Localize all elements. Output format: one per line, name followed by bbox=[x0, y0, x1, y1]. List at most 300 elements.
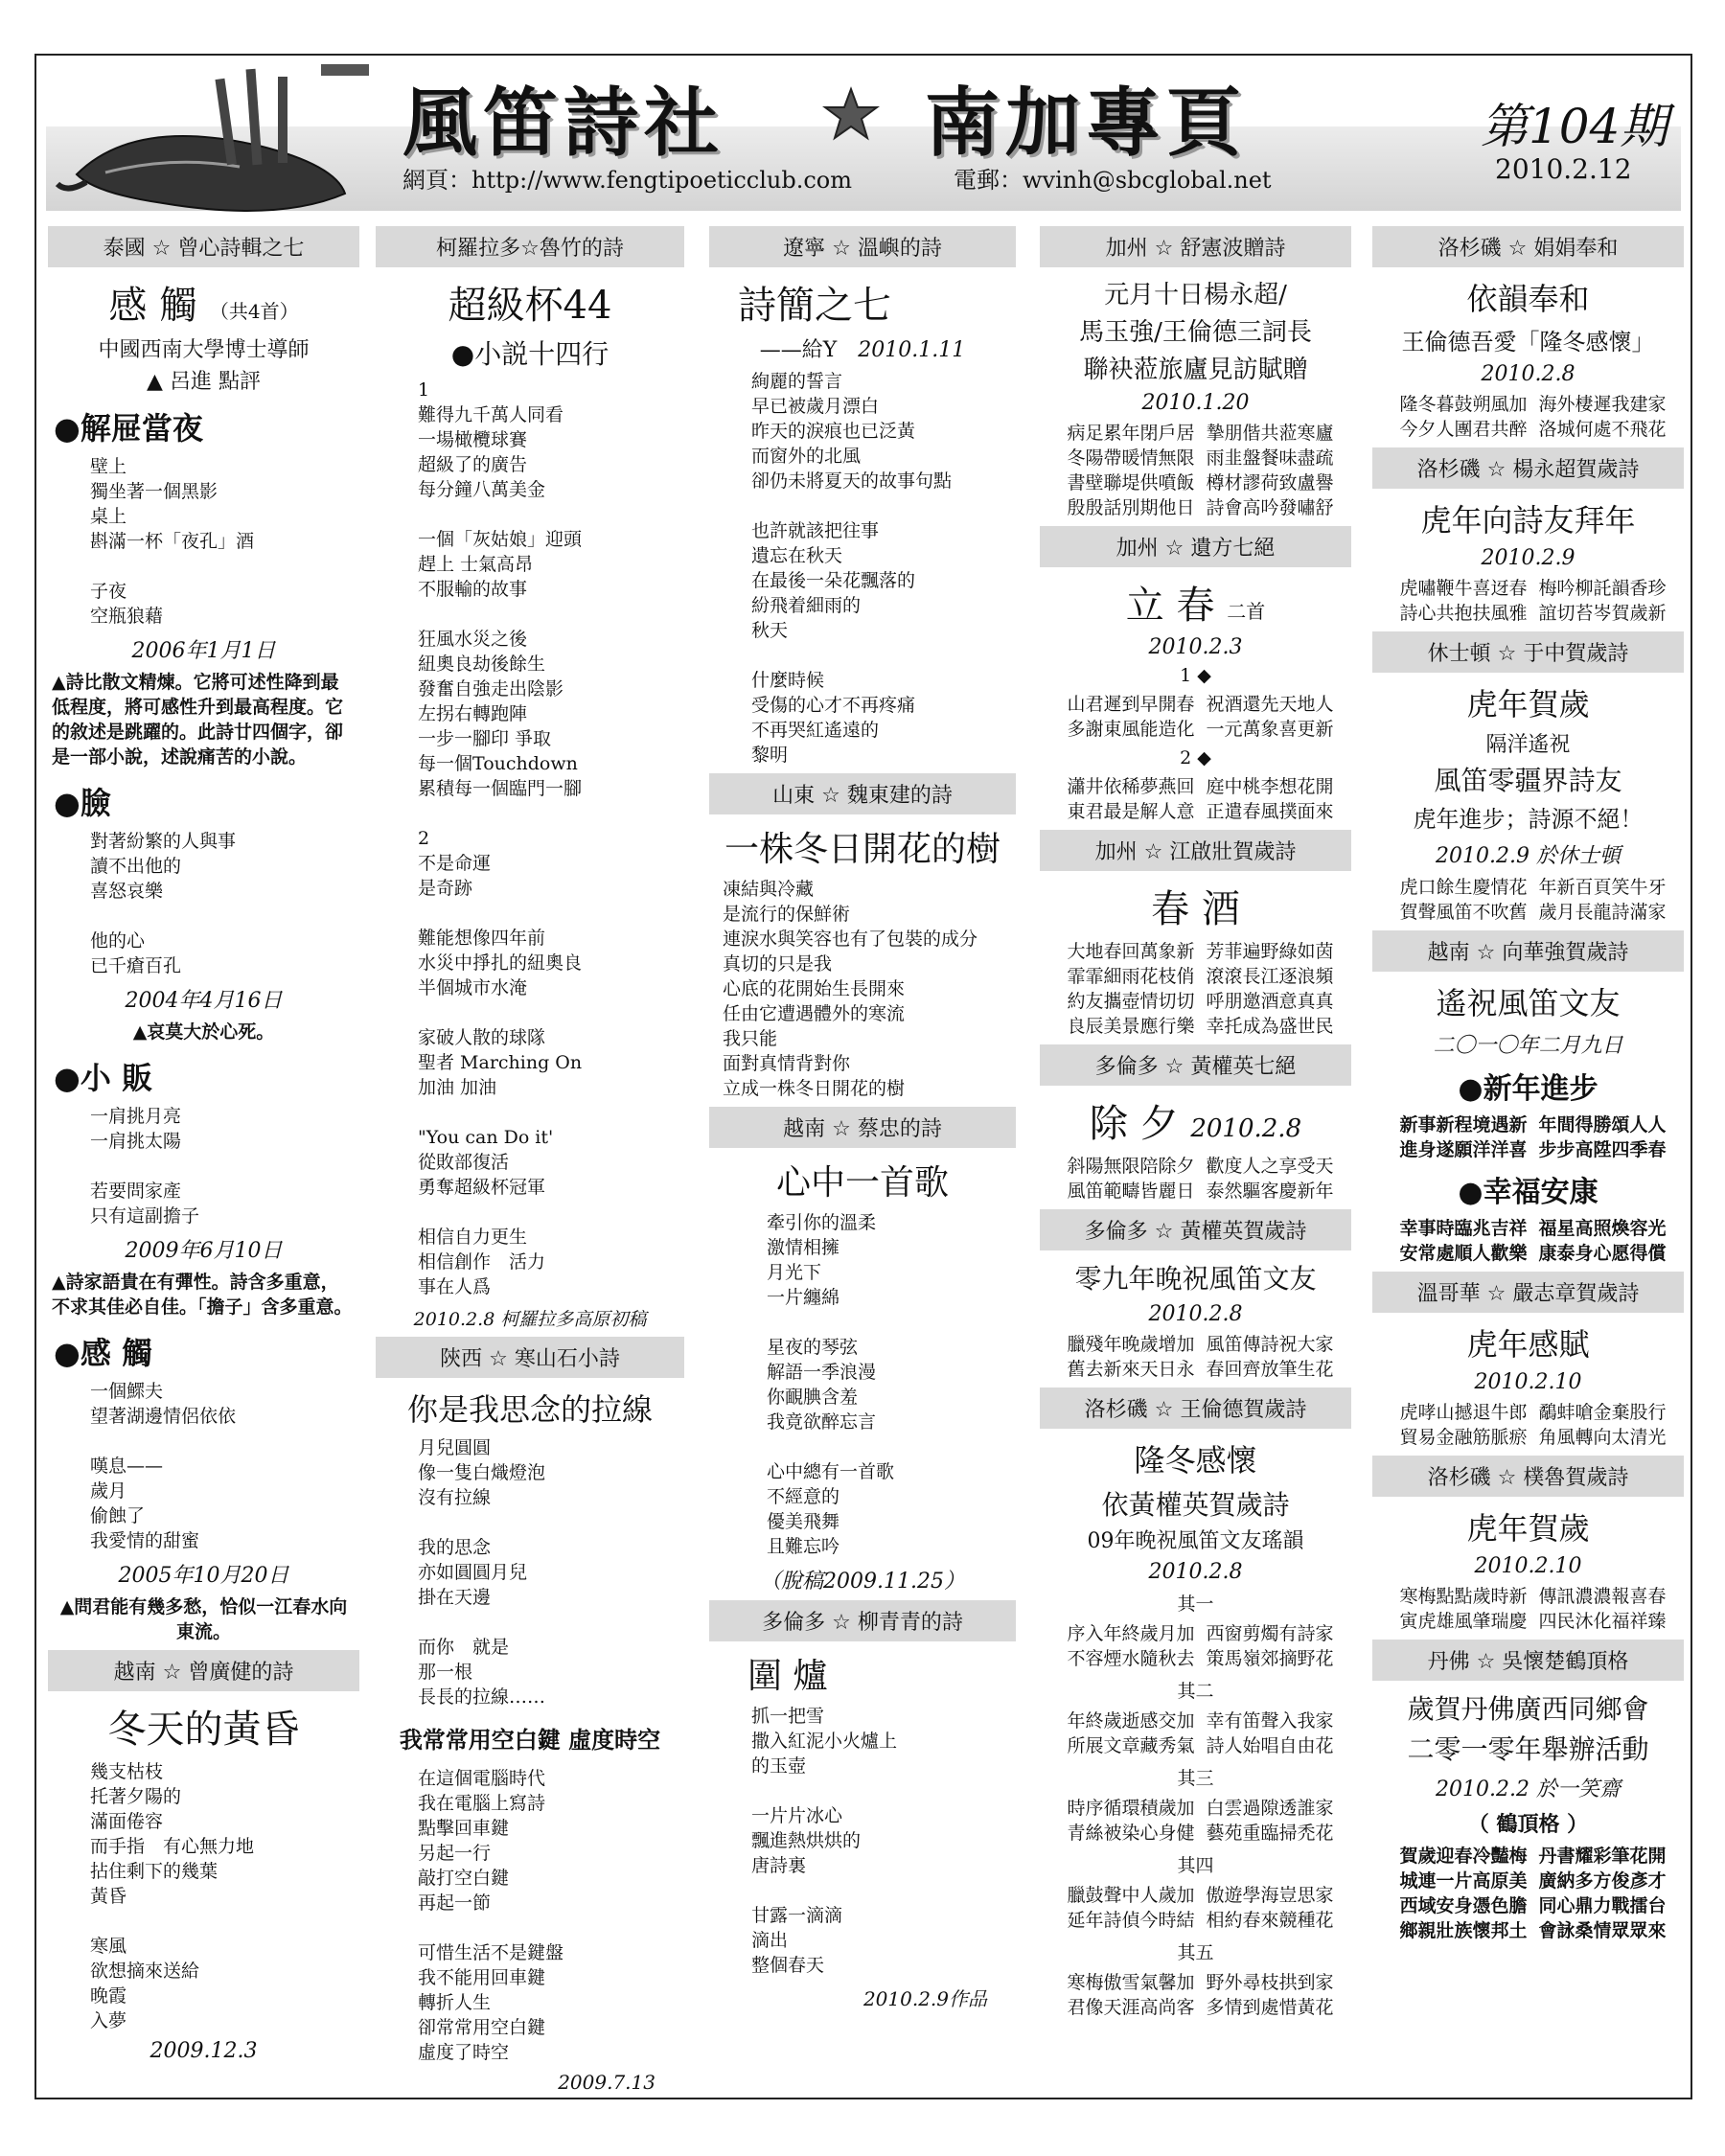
poem-line: 我不能用回車鍵 bbox=[418, 1967, 546, 1988]
poem-subtitle: 虎年進步；詩源不絕！ bbox=[1413, 806, 1644, 833]
couplet-line: 丹書耀彩筆花開 bbox=[1538, 1846, 1667, 1867]
poem-date: 2010.2.3 bbox=[1148, 635, 1243, 659]
couplet-row bbox=[1049, 495, 1351, 520]
poem-title: 依黃權英賀歲詩 bbox=[1101, 1489, 1290, 1521]
couplet-line: 安常處順人歡樂 bbox=[1399, 1243, 1528, 1264]
section-header: 加州 ☆ 遺方七絕 bbox=[1040, 526, 1351, 567]
couplet-line: 四民沐化福祥臻 bbox=[1538, 1611, 1667, 1632]
couplet-row bbox=[1049, 1908, 1351, 1933]
commentator: ▲ 呂進 點評 bbox=[147, 370, 261, 394]
poem-line: 是流行的保鮮術 bbox=[723, 904, 851, 925]
poem-line: 不是命運 bbox=[418, 853, 492, 874]
couplet-row bbox=[1382, 576, 1684, 601]
poem-date: 2006年1月1日 bbox=[131, 639, 276, 663]
poem-line bbox=[90, 904, 359, 929]
poem-line: 一個「灰姑娘」迎頭 bbox=[418, 529, 583, 550]
couplet-line: 海外棲遲我建家 bbox=[1538, 394, 1667, 415]
couplet-line: 呼朋邀酒意真真 bbox=[1206, 991, 1334, 1012]
poem-line: 寒風 bbox=[90, 1936, 127, 1957]
poem-title: 09年晚祝風笛文友瑤韻 bbox=[1087, 1529, 1304, 1553]
poem-title: 歲賀丹佛廣西同鄉會 bbox=[1407, 1693, 1649, 1725]
section-header: 溫哥華 ☆ 嚴志章賀歲詩 bbox=[1372, 1272, 1684, 1313]
poem-title: 王倫德吾愛「隆冬感懷」 bbox=[1401, 329, 1655, 356]
couplet-line: 瀟井依稀夢燕回 bbox=[1067, 776, 1195, 797]
poem-line: 壁上 bbox=[90, 456, 127, 477]
poem-line: 他的心 bbox=[90, 930, 146, 952]
poem-line: 一個鰥夫 bbox=[90, 1381, 164, 1402]
poem-date: 2010.1.20 bbox=[1141, 391, 1250, 415]
poem-title: 春 酒 bbox=[1151, 887, 1240, 931]
couplet-line: 誼切苔岑賀歲新 bbox=[1538, 603, 1667, 624]
couplet-line: 虎口餘生慶情花 bbox=[1399, 877, 1528, 898]
couplet-line: 策馬嶺郊摘野花 bbox=[1206, 1648, 1334, 1669]
poem-body bbox=[418, 1435, 684, 1709]
poem-line: 斟滿一杯「夜孔」酒 bbox=[90, 531, 255, 552]
poem-line: 卻常常用空白鍵 bbox=[418, 2017, 546, 2038]
poem-line: 牽引你的溫柔 bbox=[767, 1212, 877, 1233]
couplet-row bbox=[1049, 717, 1351, 742]
couplet-line: 賀聲風笛不吹舊 bbox=[1399, 902, 1528, 923]
poem-line bbox=[767, 1434, 1016, 1459]
section-header: 越南 ☆ 曾廣健的詩 bbox=[48, 1650, 359, 1691]
poem-line: 掛在天邊 bbox=[418, 1587, 492, 1608]
couplet-line: 角風轉向太清光 bbox=[1538, 1427, 1667, 1448]
poem-line: 只有這副擔子 bbox=[90, 1205, 200, 1227]
couplet-line: 虎嘯鞭牛喜迓春 bbox=[1399, 578, 1528, 599]
couplet-line: 一元萬象喜更新 bbox=[1206, 719, 1334, 740]
poem-line bbox=[90, 1429, 359, 1454]
poem-line: 趕上 士氣高昂 bbox=[418, 554, 534, 575]
poem-line: 空瓶狼藉 bbox=[90, 606, 164, 627]
poem-number: 其一 bbox=[1177, 1594, 1214, 1615]
section-header: 休士頓 ☆ 于中賀歲詩 bbox=[1372, 631, 1684, 673]
poem-line: 任由它遭遇體外的寒流 bbox=[723, 1003, 906, 1024]
poem-line: 聖者 Marching On bbox=[418, 1052, 583, 1073]
poem-line: 亦如圓圓月兒 bbox=[418, 1562, 528, 1583]
couplet-line: 序入年終歲月加 bbox=[1067, 1623, 1195, 1644]
couplet-line: 霏霏細雨花枝俏 bbox=[1067, 966, 1195, 987]
couplet-line: 白雲過隙透誰家 bbox=[1206, 1798, 1334, 1819]
couplet-row bbox=[1382, 1241, 1684, 1266]
poem-couplets bbox=[1049, 939, 1351, 1039]
couplet-line: 鄉親壯族懷邦土 bbox=[1399, 1920, 1528, 1941]
poem-line: 且難忘吟 bbox=[767, 1536, 840, 1557]
poem-line: 而手指 有心無力地 bbox=[90, 1836, 255, 1857]
poem-line: 桌上 bbox=[90, 506, 127, 527]
poem-line bbox=[418, 1100, 684, 1125]
couplet-row bbox=[1049, 446, 1351, 470]
poem-body bbox=[751, 1704, 1016, 1978]
poem-couplets bbox=[1049, 421, 1351, 520]
couplet-row bbox=[1382, 1216, 1684, 1241]
poem-line: 虛度了時空 bbox=[418, 2042, 510, 2063]
couplet-line: 鷸蚌嗆金棄股行 bbox=[1538, 1402, 1667, 1423]
poem-body bbox=[418, 1766, 684, 2065]
couplet-row bbox=[1382, 392, 1684, 417]
masthead-title-left: 風笛詩社 bbox=[402, 80, 725, 167]
couplet-line: 城連一片高原美 bbox=[1399, 1870, 1528, 1892]
poem-title: 感 觸 （共4首） bbox=[108, 284, 299, 328]
poem-line bbox=[751, 1878, 1016, 1903]
poem-line: 發奮自強走出陰影 bbox=[418, 678, 564, 700]
poem-date: 2005年10月20日 bbox=[118, 1564, 289, 1588]
poem-date: 2010.2.9作品 bbox=[862, 1987, 987, 2010]
couplet-line: 寒梅點點歲時新 bbox=[1399, 1586, 1528, 1607]
couplet-row bbox=[1049, 1154, 1351, 1179]
section-header: 洛杉磯 ☆ 王倫德賀歲詩 bbox=[1040, 1388, 1351, 1429]
poem-line: 沒有拉線 bbox=[418, 1487, 492, 1508]
poem-couplets bbox=[1049, 1970, 1351, 2020]
poem-line: 托著夕陽的 bbox=[90, 1786, 182, 1807]
couplet-line: 詩人始唱自由花 bbox=[1206, 1735, 1334, 1756]
poem-line: 一步一腳印 爭取 bbox=[418, 728, 552, 749]
poem-line: 撒入紅泥小火爐上 bbox=[751, 1731, 898, 1752]
poem-line: 唐詩裏 bbox=[751, 1855, 807, 1876]
commentary: ▲哀莫大於心死。 bbox=[132, 1021, 275, 1043]
poem-line bbox=[418, 1610, 684, 1635]
couplet-line: 東君最是解人意 bbox=[1067, 801, 1195, 822]
poem-body bbox=[90, 1759, 359, 2033]
poem-line: 入夢 bbox=[90, 2010, 127, 2031]
poem-couplets bbox=[1049, 1709, 1351, 1758]
poem-title: ●解屉當夜 bbox=[54, 410, 203, 447]
poem-line: 欲想摘來送給 bbox=[90, 1961, 200, 1982]
couplet-row bbox=[1049, 1014, 1351, 1039]
section-header: 多倫多 ☆ 黃權英賀歲詩 bbox=[1040, 1209, 1351, 1250]
poem-line: 超級了的廣告 bbox=[418, 454, 528, 475]
couplet-line: 斜陽無限陪除夕 bbox=[1067, 1156, 1195, 1177]
couplet-line: 隆冬暮鼓朔風加 bbox=[1399, 394, 1528, 415]
poem-line: 勇奪超級杯冠軍 bbox=[418, 1177, 546, 1198]
poem-line: 子夜 bbox=[90, 581, 127, 602]
poem-couplets bbox=[1382, 576, 1684, 626]
couplet-line: 臘鼓聲中人歲加 bbox=[1067, 1885, 1195, 1906]
poem-date: 2009.7.13 bbox=[558, 2071, 656, 2094]
column-2 bbox=[376, 222, 684, 2101]
couplet-line: 青絲被染心身健 bbox=[1067, 1823, 1195, 1844]
poem-line: 一片纏綿 bbox=[767, 1287, 840, 1308]
poem-subtitle: （ 鶴頂格 ） bbox=[1467, 1812, 1589, 1837]
poem-line: 卻仍未將夏天的故事句點 bbox=[751, 470, 953, 492]
star-icon bbox=[822, 86, 880, 144]
poem-couplets bbox=[1382, 1400, 1684, 1450]
poem-title: 依韻奉和 bbox=[1466, 281, 1590, 317]
couplet-line: 野外尋枝拱到家 bbox=[1206, 1972, 1334, 1993]
poem-line: 敲打空白鍵 bbox=[418, 1868, 510, 1889]
couplet-row bbox=[1049, 692, 1351, 717]
column-3 bbox=[709, 222, 1016, 2019]
poem-subtitle: 隔洋遙祝 bbox=[1485, 733, 1571, 757]
poem-line: 已千瘡百孔 bbox=[90, 955, 182, 976]
couplet-line: 會詠桑情眾眾來 bbox=[1538, 1920, 1667, 1941]
poem-number: 其二 bbox=[1177, 1681, 1214, 1702]
poem-title: 零九年晚祝風笛文友 bbox=[1074, 1263, 1317, 1295]
couplet-line: 虎哮山撼退牛郎 bbox=[1399, 1402, 1528, 1423]
poem-line: 面對真情背對你 bbox=[723, 1053, 851, 1074]
poem-line: 拈住剩下的幾葉 bbox=[90, 1861, 218, 1882]
couplet-line: 年新百頁笑牛牙 bbox=[1538, 877, 1667, 898]
couplet-row bbox=[1382, 875, 1684, 900]
masthead-title-right: 南加專頁 bbox=[925, 80, 1248, 167]
poem-line: 遺忘在秋天 bbox=[751, 545, 843, 566]
couplet-row bbox=[1049, 1883, 1351, 1908]
poem-line bbox=[418, 801, 684, 826]
poem-date: 2010.2.8 bbox=[1148, 1302, 1243, 1326]
couplet-line: 康泰身心愿得償 bbox=[1538, 1243, 1667, 1264]
section-header: 山東 ☆ 魏東建的詩 bbox=[709, 773, 1016, 814]
poem-body bbox=[418, 378, 684, 1299]
couplet-row bbox=[1049, 1970, 1351, 1995]
poem-line: 不服輸的故事 bbox=[418, 579, 528, 600]
poem-line: 獨坐著一個黑影 bbox=[90, 481, 218, 502]
subtitle: 中國西南大學博士導師 bbox=[98, 338, 310, 362]
poem-line: 紐奧良劫後餘生 bbox=[418, 654, 546, 675]
email-link[interactable]: 電郵：wvinh@sbcglobal.net bbox=[954, 167, 1272, 194]
couplet-line: 延年詩偵今時結 bbox=[1067, 1910, 1195, 1931]
poem-couplets bbox=[1382, 1584, 1684, 1634]
couplet-line: 西窗剪燭有詩家 bbox=[1206, 1623, 1334, 1644]
section-header: 洛杉磯 ☆ 楊永超賀歲詩 bbox=[1372, 447, 1684, 489]
poem-line: 1 bbox=[418, 379, 430, 401]
poem-date: 2010.2.9 bbox=[1481, 546, 1576, 570]
website-link[interactable]: 網頁：http://www.fengtipoeticclub.com bbox=[402, 167, 852, 194]
couplet-row bbox=[1382, 601, 1684, 626]
section-header: 洛杉磯 ☆ 樸魯賀歲詩 bbox=[1372, 1456, 1684, 1497]
poem-line: 難得九千萬人同看 bbox=[418, 404, 564, 425]
poem-line: 你靦腆含羞 bbox=[767, 1387, 859, 1408]
couplet-line: 寒梅傲雪氣馨加 bbox=[1067, 1972, 1195, 1993]
couplet-row bbox=[1049, 964, 1351, 989]
poem-title: ●感 觸 bbox=[54, 1335, 153, 1371]
poem-line: 嘆息—— bbox=[90, 1456, 164, 1477]
couplet-line: 詩會高吟發嘯舒 bbox=[1206, 497, 1334, 518]
commentary: ▲詩比散文精煉。它將可述性降到最低程度，將可感性升到最高程度。它的敘述是跳躍的。此詩廿四個字，卻是一部小說，述說痛苦的小說。 bbox=[52, 672, 344, 768]
poem-couplets bbox=[1049, 774, 1351, 824]
poem-body bbox=[90, 454, 359, 629]
couplet-row bbox=[1049, 799, 1351, 824]
poem-line: 絢麗的誓言 bbox=[751, 371, 843, 392]
poem-line: "You can Do it' bbox=[418, 1127, 554, 1148]
couplet-line: 年間得勝頌人人 bbox=[1538, 1114, 1667, 1135]
poem-line: 是奇跡 bbox=[418, 878, 473, 899]
section-header: 泰國 ☆ 曾心詩輯之七 bbox=[48, 226, 359, 267]
couplet-line: 書壁聯堤供噴飯 bbox=[1067, 472, 1195, 493]
couplet-line: 不容煙水隨秋去 bbox=[1067, 1648, 1195, 1669]
poem-line: 我的思念 bbox=[418, 1537, 492, 1558]
couplet-row bbox=[1049, 1709, 1351, 1733]
couplet-line: 庭中桃李想花開 bbox=[1206, 776, 1334, 797]
poem-couplets bbox=[1049, 1332, 1351, 1382]
couplet-line: 時序循環積歲加 bbox=[1067, 1798, 1195, 1819]
poem-line: 一肩挑月亮 bbox=[90, 1106, 182, 1127]
section-header: 洛杉磯 ☆ 娟娟奉和 bbox=[1372, 226, 1684, 267]
poem-dedication: ——給Y 2010.1.11 bbox=[759, 338, 966, 362]
poem-line: 再起一節 bbox=[418, 1892, 492, 1914]
poem-line bbox=[751, 643, 1016, 668]
poem-title: 一株冬日開花的樹 bbox=[724, 830, 1000, 869]
poem-line: 心底的花開始生長開來 bbox=[723, 978, 906, 999]
poem-title: 虎年感賦 bbox=[1466, 1326, 1590, 1363]
couplet-row bbox=[1382, 1584, 1684, 1609]
couplet-line: 春回齊放筆生花 bbox=[1206, 1359, 1334, 1380]
couplet-row bbox=[1049, 1332, 1351, 1357]
couplet-line: 舊去新來天日永 bbox=[1067, 1359, 1195, 1380]
poem-line: 每分鐘八萬美金 bbox=[418, 479, 546, 500]
poem-subtitle: 風笛零疆界詩友 bbox=[1434, 765, 1622, 796]
section-header: 丹佛 ☆ 吳懷楚鶴頂格 bbox=[1372, 1640, 1684, 1681]
poem-body bbox=[90, 1104, 359, 1228]
poem-line: 加油 加油 bbox=[418, 1077, 497, 1098]
couplet-line: 殷殷話別期他日 bbox=[1067, 497, 1195, 518]
couplet-line: 幸托成為盛世民 bbox=[1206, 1016, 1334, 1037]
poem-line: 讀不出他的 bbox=[90, 856, 182, 877]
poem-line: 相信自力更生 bbox=[418, 1227, 528, 1248]
poem-body bbox=[90, 1379, 359, 1553]
poem-line: 水災中掙扎的紐奧良 bbox=[418, 952, 583, 974]
poem-title: 立 春 二首 bbox=[1125, 584, 1266, 628]
poem-line: 半個城市水淹 bbox=[418, 977, 528, 998]
section-header: 加州 ☆ 江啟壯賀歲詩 bbox=[1040, 830, 1351, 871]
poem-title: 詩簡之七 bbox=[738, 284, 891, 328]
poem-line bbox=[418, 901, 684, 926]
poem-line: 我只能 bbox=[723, 1028, 778, 1049]
poem-line: 狂風水災之後 bbox=[418, 629, 528, 650]
poem-date: 2010.2.9 於休士頓 bbox=[1436, 844, 1621, 868]
couplet-row bbox=[1382, 1137, 1684, 1162]
poem-title: 虎年賀歲 bbox=[1466, 686, 1590, 722]
couplet-line: 貿易金融筋脈瘀 bbox=[1399, 1427, 1528, 1448]
poem-title: 二零一零年舉辦活動 bbox=[1407, 1733, 1649, 1765]
poem-date: 2010.2.8 bbox=[1481, 362, 1576, 386]
poem-title: 你是我思念的拉線 bbox=[406, 1391, 653, 1428]
poem-line: 喜怒哀樂 bbox=[90, 881, 164, 902]
poem-subtitle: ●小説十四行 bbox=[450, 338, 610, 370]
couplet-row bbox=[1049, 1646, 1351, 1671]
poem-line: 一場橄欖球賽 bbox=[418, 429, 528, 450]
poem-line: 也許就該把往事 bbox=[751, 520, 880, 541]
couplet-row bbox=[1382, 1400, 1684, 1425]
poem-line: 黎明 bbox=[751, 745, 789, 766]
couplet-line: 傲遊學海豈思家 bbox=[1206, 1885, 1334, 1906]
couplet-line: 新事新程境遇新 bbox=[1399, 1114, 1528, 1135]
poem-couplets bbox=[1049, 1883, 1351, 1933]
couplet-line: 多謝東風能造化 bbox=[1067, 719, 1195, 740]
couplet-line: 樽材謬荷致盧譽 bbox=[1206, 472, 1334, 493]
couplet-row bbox=[1049, 1733, 1351, 1758]
couplet-line: 步步高陞四季春 bbox=[1538, 1139, 1667, 1160]
poem-line: 我竟欲醉忘言 bbox=[767, 1411, 877, 1433]
poem-date: （脫稿2009.11.25） bbox=[760, 1570, 965, 1594]
poem-line: 連淚水與笑容也有了包裝的成分 bbox=[723, 929, 978, 950]
column-1 bbox=[48, 222, 359, 2069]
poem-line bbox=[418, 1200, 684, 1225]
poem-line: 解語一季浪漫 bbox=[767, 1362, 877, 1383]
poem-line: 立成一株冬日開花的樹 bbox=[723, 1078, 906, 1099]
couplet-line: 山君遲到早開春 bbox=[1067, 694, 1195, 715]
poem-number: 其四 bbox=[1177, 1855, 1214, 1876]
issue-date: 2010.2.12 bbox=[1495, 153, 1632, 185]
couplet-row bbox=[1382, 417, 1684, 442]
poem-line: 點擊回車鍵 bbox=[418, 1818, 510, 1839]
poem-date: 2010.2.2 於一笑齋 bbox=[1436, 1778, 1621, 1801]
poem-line: 另起一行 bbox=[418, 1843, 492, 1864]
poem-line: 事在人爲 bbox=[418, 1276, 492, 1297]
poem-body bbox=[767, 1210, 1016, 1559]
poem-line bbox=[418, 502, 684, 527]
couplet-line: 藝苑重臨掃禿花 bbox=[1206, 1823, 1334, 1844]
poem-line: 秋天 bbox=[751, 620, 789, 641]
poem-title: 除 夕 2010.2.8 bbox=[1089, 1102, 1302, 1146]
couplet-line: 幸事時臨兆吉祥 bbox=[1399, 1218, 1528, 1239]
couplet-line: 風笛傳詩祝大家 bbox=[1206, 1334, 1334, 1355]
commentary: ▲詩家語貴在有彈性。詩含多重意，不求其佳必自佳。「擔子」含多重意。 bbox=[52, 1272, 353, 1318]
section-header: 陝西 ☆ 寒山石小詩 bbox=[376, 1337, 684, 1378]
poem-line: 一肩挑太陽 bbox=[90, 1131, 182, 1152]
poem-line: 甘露一滴滴 bbox=[751, 1905, 843, 1926]
couplet-row bbox=[1049, 1821, 1351, 1846]
poem-line bbox=[751, 1778, 1016, 1803]
poem-line: 滿面倦容 bbox=[90, 1811, 164, 1832]
poem-line: 相信創作 活力 bbox=[418, 1251, 546, 1273]
poem-line: 家破人散的球隊 bbox=[418, 1027, 546, 1048]
couplet-row bbox=[1049, 1621, 1351, 1646]
section-header: 遼寧 ☆ 溫嶼的詩 bbox=[709, 226, 1016, 267]
poem-title: 我常常用空白鍵 虛度時空 bbox=[399, 1726, 661, 1754]
poem-couplets bbox=[1382, 1112, 1684, 1162]
couplet-row bbox=[1049, 1995, 1351, 2020]
poem-line: 像一隻白熾燈泡 bbox=[418, 1462, 546, 1483]
poem-title: 圍 爐 bbox=[748, 1657, 828, 1696]
couplet-line: 詩心共抱扶風雅 bbox=[1399, 603, 1528, 624]
couplet-row bbox=[1382, 1869, 1684, 1893]
couplet-line: 祝酒還先天地人 bbox=[1206, 694, 1334, 715]
poem-line: 晚霞 bbox=[90, 1985, 127, 2007]
couplet-line: 西域安身憑色膽 bbox=[1399, 1895, 1528, 1916]
poem-line: 若要問家產 bbox=[90, 1181, 182, 1202]
poem-date: 2004年4月16日 bbox=[125, 989, 283, 1013]
couplet-line: 風笛範疇皆麗日 bbox=[1067, 1181, 1195, 1202]
poem-line: 整個春天 bbox=[751, 1955, 825, 1976]
couplet-line: 寅虎雄風肇瑞慶 bbox=[1399, 1611, 1528, 1632]
poem-title: ●小 販 bbox=[54, 1060, 153, 1096]
couplet-line: 芳菲遍野綠如茵 bbox=[1206, 941, 1334, 962]
couplet-line: 相約春來競種花 bbox=[1206, 1910, 1334, 1931]
couplet-row bbox=[1382, 1609, 1684, 1634]
poem-couplets bbox=[1382, 1216, 1684, 1266]
poem-couplets bbox=[1049, 692, 1351, 742]
poem-couplets bbox=[1049, 1154, 1351, 1204]
couplet-row bbox=[1049, 1357, 1351, 1382]
poem-couplets bbox=[1049, 1796, 1351, 1846]
couplet-line: 所展文章藏秀氣 bbox=[1067, 1735, 1195, 1756]
poem-line: 可惜生活不是鍵盤 bbox=[418, 1942, 564, 1963]
poem-couplets bbox=[1382, 1844, 1684, 1943]
couplet-line: 大地春回萬象新 bbox=[1067, 941, 1195, 962]
poem-line: 對著紛繁的人與事 bbox=[90, 831, 237, 852]
poem-line: 一片片冰心 bbox=[751, 1805, 843, 1826]
couplet-line: 泰然驅客慶新年 bbox=[1206, 1181, 1334, 1202]
couplet-line: 洛城何處不飛花 bbox=[1538, 419, 1667, 440]
poem-title: ●臉 bbox=[54, 785, 111, 821]
poem-line: 2 bbox=[418, 828, 430, 849]
couplet-line: 君像天涯高尚客 bbox=[1067, 1997, 1195, 2018]
poem-number: 1 ◆ bbox=[1180, 665, 1211, 686]
poem-line: 滴出 bbox=[751, 1930, 789, 1951]
poem-line: 在這個電腦時代 bbox=[418, 1768, 546, 1789]
poem-number: 其五 bbox=[1177, 1942, 1214, 1963]
poem-line: 星夜的琴弦 bbox=[767, 1337, 859, 1358]
poem-line: 偷蝕了 bbox=[90, 1505, 146, 1526]
